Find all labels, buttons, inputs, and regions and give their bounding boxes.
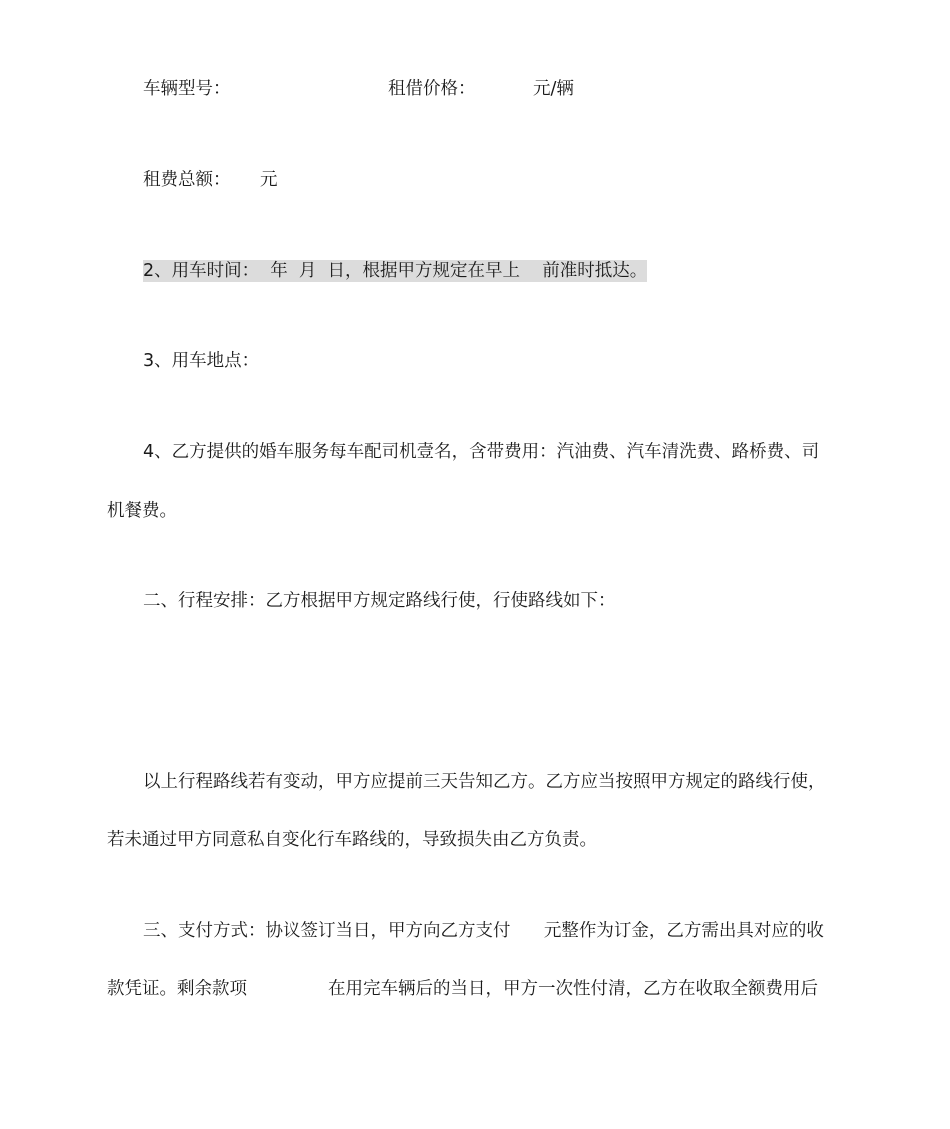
highlighted-text: 2、用车时间： 年 月 日，根据甲方规定在早上 前准时抵达。 bbox=[143, 261, 648, 281]
rental-price-label: 租借价格： bbox=[388, 79, 476, 99]
item-4-line-2: 机餐费。 bbox=[107, 501, 177, 521]
section-3-line-1: 三、支付方式：协议签订当日，甲方向乙方支付 元整作为订金，乙方需出具对应的收 bbox=[143, 921, 824, 941]
item-3-usage-location: 3、用车地点： bbox=[143, 351, 260, 371]
section-2-itinerary: 二、行程安排：乙方根据甲方规定路线行使，行使路线如下： bbox=[143, 591, 616, 611]
rental-price-unit: 元/辆 bbox=[533, 79, 574, 99]
item-4-line-1: 4、乙方提供的婚车服务每车配司机壹名，含带费用：汽油费、汽车清洗费、路桥费、司 bbox=[143, 442, 820, 462]
section-3-line-2a: 款凭证。剩余款项 bbox=[107, 979, 247, 999]
total-fee-unit: 元 bbox=[260, 170, 278, 190]
route-change-line-1: 以上行程路线若有变动，甲方应提前三天告知乙方。乙方应当按照甲方规定的路线行使， bbox=[143, 772, 826, 792]
item-2-usage-time bbox=[143, 260, 647, 282]
total-fee-label: 租费总额： bbox=[143, 170, 231, 190]
route-change-line-2: 若未通过甲方同意私自变化行车路线的，导致损失由乙方负责。 bbox=[107, 830, 597, 850]
vehicle-model-label: 车辆型号： bbox=[143, 79, 231, 99]
section-3-line-2b: 在用完车辆后的当日，甲方一次性付清，乙方在收取全额费用后 bbox=[328, 979, 818, 999]
